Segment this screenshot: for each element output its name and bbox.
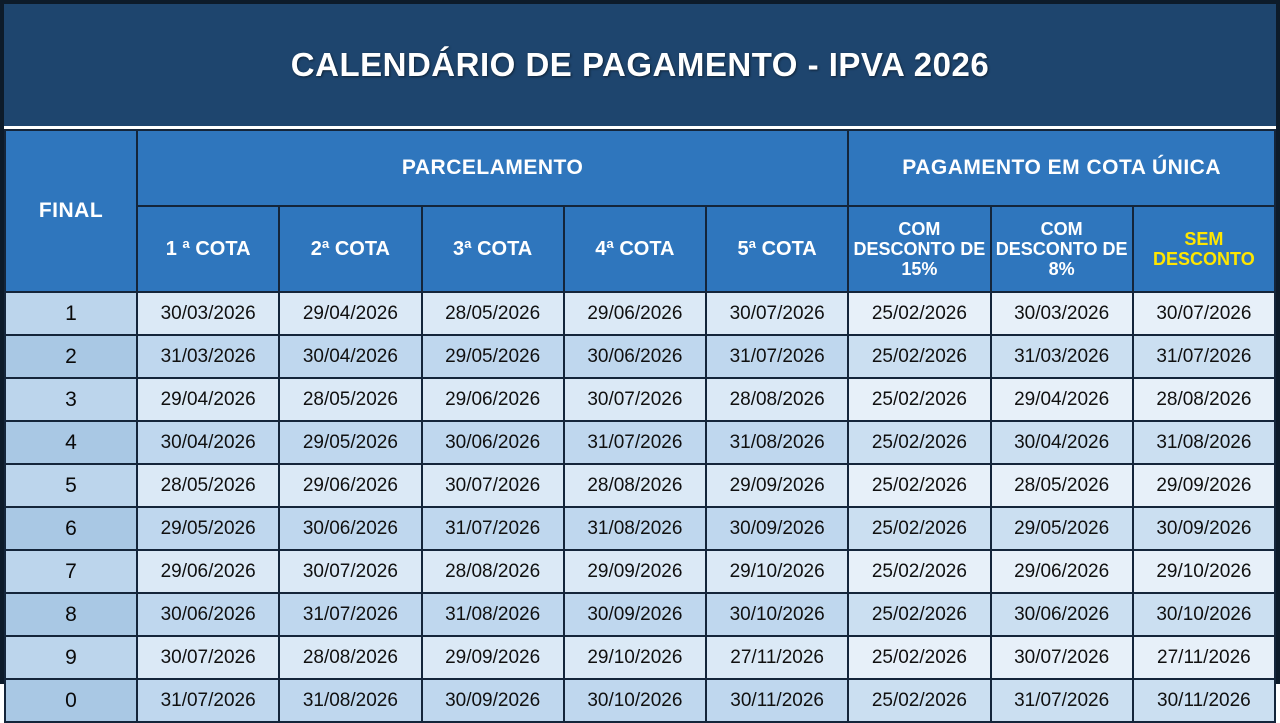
table-body — [5, 292, 1275, 722]
cell-sem-desconto: 29/10/2026 — [1133, 550, 1275, 593]
cell-cota-1: 31/03/2026 — [137, 335, 279, 378]
cell-desconto-8: 30/04/2026 — [991, 421, 1133, 464]
cell-desconto-8: 29/05/2026 — [991, 507, 1133, 550]
cell-cota-3: 31/07/2026 — [422, 507, 564, 550]
cell-cota-5: 31/07/2026 — [706, 335, 848, 378]
cell-desconto-8: 29/04/2026 — [991, 378, 1133, 421]
table-row — [5, 335, 1275, 378]
cell-cota-3: 30/07/2026 — [422, 464, 564, 507]
cell-cota-5: 30/11/2026 — [706, 679, 848, 722]
column-header-final: FINAL — [5, 130, 137, 292]
row-final-digit: 3 — [5, 378, 137, 421]
cell-desconto-15: 25/02/2026 — [848, 378, 990, 421]
document-title-bar — [4, 4, 1276, 129]
cell-cota-4: 30/06/2026 — [564, 335, 706, 378]
cell-cota-5: 27/11/2026 — [706, 636, 848, 679]
cell-desconto-8: 30/06/2026 — [991, 593, 1133, 636]
cell-desconto-15: 25/02/2026 — [848, 292, 990, 335]
cell-cota-2: 29/05/2026 — [279, 421, 421, 464]
cell-cota-2: 30/04/2026 — [279, 335, 421, 378]
cell-cota-1: 30/04/2026 — [137, 421, 279, 464]
cell-cota-3: 30/09/2026 — [422, 679, 564, 722]
table-row — [5, 421, 1275, 464]
table-row — [5, 550, 1275, 593]
cell-cota-4: 30/09/2026 — [564, 593, 706, 636]
cell-cota-5: 30/09/2026 — [706, 507, 848, 550]
row-final-digit: 9 — [5, 636, 137, 679]
cell-cota-5: 29/09/2026 — [706, 464, 848, 507]
row-final-digit: 8 — [5, 593, 137, 636]
cell-cota-4: 28/08/2026 — [564, 464, 706, 507]
cell-cota-3: 30/06/2026 — [422, 421, 564, 464]
column-header-cota-4: 4ª COTA — [564, 206, 706, 292]
cell-cota-1: 29/04/2026 — [137, 378, 279, 421]
cell-cota-2: 31/08/2026 — [279, 679, 421, 722]
page-title: CALENDÁRIO DE PAGAMENTO - IPVA 2026 — [290, 46, 990, 83]
table-row — [5, 378, 1275, 421]
column-header-desconto-15: COM DESCONTO DE 15% — [848, 206, 990, 292]
cell-desconto-8: 28/05/2026 — [991, 464, 1133, 507]
cell-cota-2: 31/07/2026 — [279, 593, 421, 636]
cell-cota-1: 31/07/2026 — [137, 679, 279, 722]
cell-sem-desconto: 31/08/2026 — [1133, 421, 1275, 464]
table-row — [5, 292, 1275, 335]
row-final-digit: 5 — [5, 464, 137, 507]
cell-desconto-15: 25/02/2026 — [848, 550, 990, 593]
row-final-digit: 7 — [5, 550, 137, 593]
cell-cota-2: 28/08/2026 — [279, 636, 421, 679]
cell-cota-5: 29/10/2026 — [706, 550, 848, 593]
cell-cota-5: 30/07/2026 — [706, 292, 848, 335]
cell-cota-1: 28/05/2026 — [137, 464, 279, 507]
column-header-sem-desconto: SEM DESCONTO — [1133, 206, 1275, 292]
row-final-digit: 4 — [5, 421, 137, 464]
cell-cota-2: 30/07/2026 — [279, 550, 421, 593]
column-header-cota-3: 3ª COTA — [422, 206, 564, 292]
cell-cota-1: 30/03/2026 — [137, 292, 279, 335]
cell-cota-4: 29/06/2026 — [564, 292, 706, 335]
table-header-sub-row — [5, 206, 1275, 292]
payment-calendar-table — [4, 129, 1276, 723]
cell-sem-desconto: 30/09/2026 — [1133, 507, 1275, 550]
cell-sem-desconto: 27/11/2026 — [1133, 636, 1275, 679]
cell-cota-3: 29/05/2026 — [422, 335, 564, 378]
cell-cota-5: 31/08/2026 — [706, 421, 848, 464]
cell-desconto-15: 25/02/2026 — [848, 335, 990, 378]
cell-cota-4: 30/07/2026 — [564, 378, 706, 421]
cell-desconto-8: 30/07/2026 — [991, 636, 1133, 679]
cell-cota-2: 29/06/2026 — [279, 464, 421, 507]
row-final-digit: 2 — [5, 335, 137, 378]
column-header-cota-1: 1 ª COTA — [137, 206, 279, 292]
cell-sem-desconto: 30/10/2026 — [1133, 593, 1275, 636]
table-row — [5, 679, 1275, 722]
cell-desconto-8: 31/03/2026 — [991, 335, 1133, 378]
table-row — [5, 464, 1275, 507]
cell-cota-4: 29/10/2026 — [564, 636, 706, 679]
cell-cota-3: 31/08/2026 — [422, 593, 564, 636]
cell-cota-1: 30/07/2026 — [137, 636, 279, 679]
cell-cota-3: 29/06/2026 — [422, 378, 564, 421]
row-final-digit: 1 — [5, 292, 137, 335]
cell-cota-4: 31/08/2026 — [564, 507, 706, 550]
table-row — [5, 636, 1275, 679]
cell-cota-4: 29/09/2026 — [564, 550, 706, 593]
cell-cota-4: 30/10/2026 — [564, 679, 706, 722]
column-header-cota-5: 5ª COTA — [706, 206, 848, 292]
row-final-digit: 0 — [5, 679, 137, 722]
cell-cota-4: 31/07/2026 — [564, 421, 706, 464]
cell-sem-desconto: 30/11/2026 — [1133, 679, 1275, 722]
cell-cota-1: 29/06/2026 — [137, 550, 279, 593]
cell-sem-desconto: 28/08/2026 — [1133, 378, 1275, 421]
cell-cota-2: 29/04/2026 — [279, 292, 421, 335]
cell-sem-desconto: 30/07/2026 — [1133, 292, 1275, 335]
cell-desconto-8: 30/03/2026 — [991, 292, 1133, 335]
cell-cota-3: 29/09/2026 — [422, 636, 564, 679]
cell-desconto-8: 31/07/2026 — [991, 679, 1133, 722]
column-header-desconto-8: COM DESCONTO DE 8% — [991, 206, 1133, 292]
cell-desconto-15: 25/02/2026 — [848, 636, 990, 679]
cell-desconto-15: 25/02/2026 — [848, 507, 990, 550]
row-final-digit: 6 — [5, 507, 137, 550]
cell-cota-1: 29/05/2026 — [137, 507, 279, 550]
cell-cota-1: 30/06/2026 — [137, 593, 279, 636]
cell-cota-5: 30/10/2026 — [706, 593, 848, 636]
column-group-cota-unica: PAGAMENTO EM COTA ÚNICA — [848, 130, 1275, 206]
cell-cota-2: 30/06/2026 — [279, 507, 421, 550]
table-row — [5, 507, 1275, 550]
cell-sem-desconto: 29/09/2026 — [1133, 464, 1275, 507]
table-header-group-row — [5, 130, 1275, 206]
table-row — [5, 593, 1275, 636]
cell-cota-3: 28/05/2026 — [422, 292, 564, 335]
cell-cota-2: 28/05/2026 — [279, 378, 421, 421]
cell-cota-3: 28/08/2026 — [422, 550, 564, 593]
cell-desconto-15: 25/02/2026 — [848, 421, 990, 464]
column-group-parcelamento: PARCELAMENTO — [137, 130, 848, 206]
cell-desconto-15: 25/02/2026 — [848, 679, 990, 722]
table-header — [5, 130, 1275, 292]
column-header-cota-2: 2ª COTA — [279, 206, 421, 292]
cell-desconto-15: 25/02/2026 — [848, 464, 990, 507]
cell-sem-desconto: 31/07/2026 — [1133, 335, 1275, 378]
cell-desconto-15: 25/02/2026 — [848, 593, 990, 636]
cell-cota-5: 28/08/2026 — [706, 378, 848, 421]
cell-desconto-8: 29/06/2026 — [991, 550, 1133, 593]
